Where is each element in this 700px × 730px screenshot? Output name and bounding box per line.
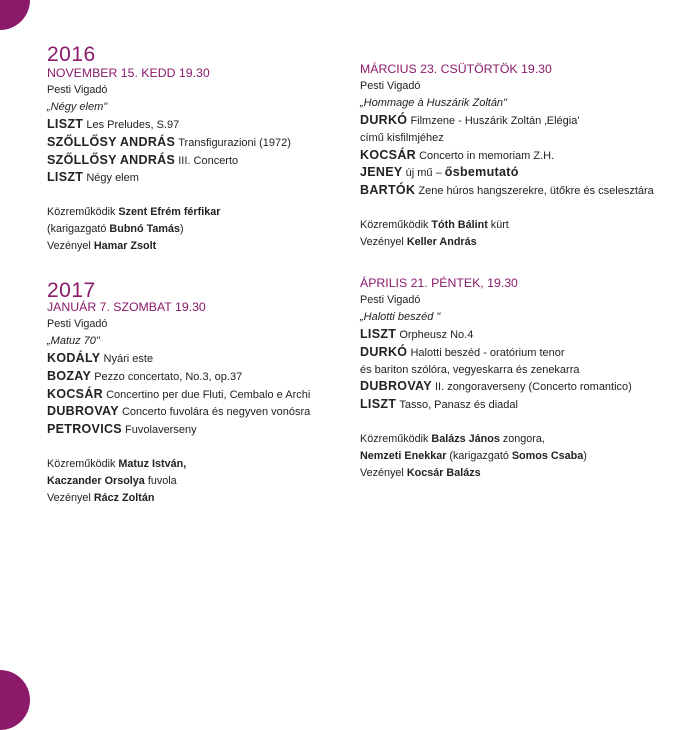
work: Négy elem [86,172,139,185]
corner-decoration-bottom [0,670,30,730]
work: Les Preludes, S.97 [86,118,180,131]
conductor-prefix: Vezényel [47,240,91,253]
event-2016-nov-15 [47,65,291,255]
composer: BOZAY [47,368,92,383]
composer: LISZT [47,170,84,185]
performers [47,204,291,221]
composer: SZŐLLŐSY ANDRÁS [47,152,176,167]
conductor-prefix: Vezényel [360,236,404,249]
conductor-name: Kocsár Balázs [406,466,481,479]
performer-instrument: zongora, [502,433,545,446]
work: II. zongoraverseny (Concerto romantico) [434,381,632,394]
event-2017-apr-21 [360,275,632,482]
work: Nyári este [103,352,154,365]
work: III. Concerto [178,154,239,167]
program-item [360,112,654,130]
program-item [47,134,291,152]
work: Concertino per due Fluti, Cembalo e Archi [106,388,311,401]
event-title: „Halotti beszéd " [360,310,441,323]
performers-second [47,473,310,490]
director-name: Somos Csaba [511,450,584,463]
conductor-prefix: Vezényel [47,491,91,504]
work: Concerto fuvolára és negyven vonósra [121,406,311,419]
event-date: ÁPRILIS 21. PÉNTEK, 19.30 [360,276,518,290]
program-item [360,147,654,165]
performers [360,431,632,448]
performers-prefix: Közreműködik [47,206,116,219]
composer: LISZT [360,397,397,412]
composer: DURKÓ [360,344,408,359]
program-item-continuation: című kisfilmjéhez [360,131,444,144]
composer: KODÁLY [47,350,101,365]
composer: DUBROVAY [360,379,432,394]
year-heading-2017: 2017 [47,279,96,302]
program-item-continuation: és bariton szólóra, vegyeskarra és zenekarra [360,363,580,376]
event-date: MÁRCIUS 23. CSÜTÖRTÖK 19.30 [360,62,552,76]
choir-name: Nemzeti Enekkar [360,450,447,463]
work: Transfigurazioni (1972) [178,136,291,149]
event-venue: Pesti Vigadó [47,83,108,96]
work: Fuvolaverseny [125,424,197,437]
work: Orpheusz No.4 [399,328,474,341]
premiere-label: ősbemutató [444,165,519,180]
composer: LISZT [360,326,397,341]
program-item [47,116,291,134]
event-venue: Pesti Vigadó [360,293,421,306]
program-item [360,396,632,414]
composer: KOCSÁR [47,386,103,401]
performer-instrument: fuvola [147,475,177,488]
conductor [360,465,632,482]
composer: KOCSÁR [360,147,416,162]
composer: BARTÓK [360,183,416,198]
program-item [47,403,310,421]
work: Halotti beszéd - oratórium tenor [410,346,565,359]
event-2017-jan-7 [47,299,310,507]
event-venue: Pesti Vigadó [360,79,421,92]
conductor-name: Hamar Zsolt [93,240,157,253]
performers-prefix: Közreműködik [47,458,116,471]
program-item [47,386,310,404]
event-title: „Hommage à Huszárik Zoltán" [360,96,507,109]
program-item [360,164,654,182]
performer-name-2: Kaczander Orsolya [47,475,145,488]
program-item [360,378,632,396]
conductor [47,238,291,255]
work: Pezzo concertato, No.3, op.37 [94,370,243,383]
conductor-prefix: Vezényel [360,466,404,479]
event-venue: Pesti Vigadó [47,317,108,330]
performer-name: Matuz István [118,458,184,471]
composer: DUBROVAY [47,404,119,419]
event-title: „Matuz 70" [47,334,100,347]
corner-decoration-top [0,0,30,30]
performers-prefix: Közreműködik [360,219,429,232]
program-item [47,421,310,439]
program-item [47,350,310,368]
composer: DURKÓ [360,112,408,127]
work: új mű – [405,167,442,180]
work: Zene húros hangszerekre, ütőkre és cselesztára [418,185,654,198]
program-item [360,344,632,362]
work: Filmzene - Huszárik Zoltán ‚Elégia' [410,114,580,127]
program-item [47,368,310,386]
program-item [360,326,632,344]
program-item [47,169,291,187]
conductor [360,234,654,251]
performers [360,217,654,234]
performer-instrument: kürt [490,219,509,232]
year-heading-2016: 2016 [47,43,96,66]
event-2017-mar-23 [360,61,654,251]
work: Concerto in memoriam Z.H. [419,149,555,162]
composer: PETROVICS [47,422,122,437]
director-prefix: (karigazgató [449,450,509,463]
choir-director [47,221,291,238]
performers: Közreműködik Matuz István, [47,458,187,471]
conductor [47,490,310,507]
composer: JENEY [360,165,403,180]
director-suffix: ) [583,450,587,463]
performers-prefix: Közreműködik [360,433,429,446]
work: Tasso, Panasz és diadal [399,399,518,412]
composer: LISZT [47,116,84,131]
composer: SZŐLLŐSY ANDRÁS [47,134,176,149]
performer-name: Szent Efrém férfikar [118,206,221,219]
director-prefix: (karigazgató [47,223,107,236]
choir [360,448,632,465]
event-date: NOVEMBER 15. KEDD 19.30 [47,66,210,80]
director-name: Bubnó Tamás [109,223,181,236]
conductor-name: Keller András [406,236,477,249]
director-suffix: ) [180,223,184,236]
event-date: JANUÁR 7. SZOMBAT 19.30 [47,300,206,314]
performer-name: Tóth Bálint [431,219,488,232]
program-item [360,182,654,200]
event-title: „Négy elem" [47,100,108,113]
program-item [47,152,291,170]
conductor-name: Rácz Zoltán [93,491,155,504]
performer-name: Balázs János [431,433,500,446]
